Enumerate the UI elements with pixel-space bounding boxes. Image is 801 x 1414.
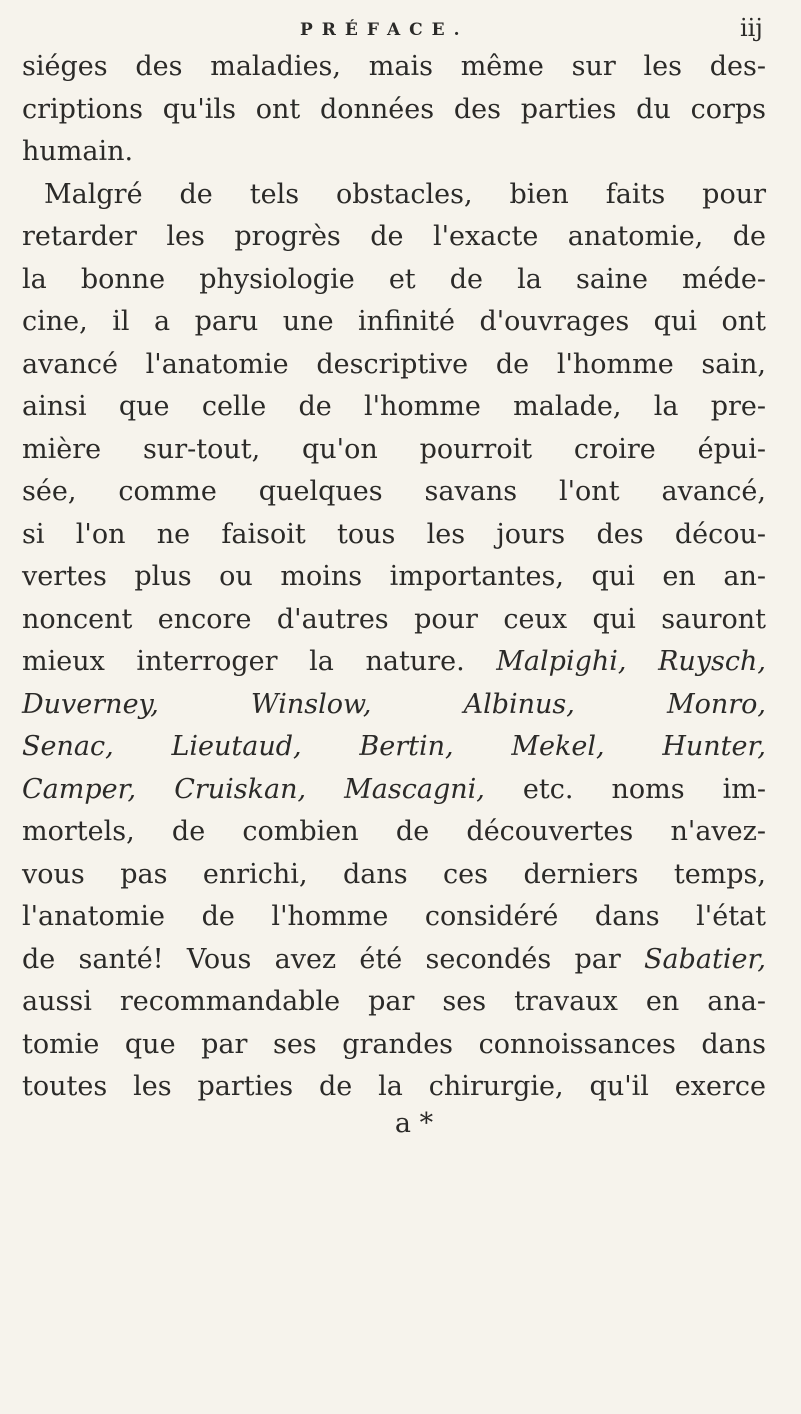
text-line xyxy=(22,981,766,1024)
line-text: Malgré de tels obstacles, bien faits pour xyxy=(44,178,766,210)
signature-mark: a * xyxy=(394,1107,434,1139)
line-text: tomie que par ses grandes connoissances dans xyxy=(22,1028,766,1060)
line-text: aussi recommandable par ses travaux en ana- xyxy=(22,986,766,1017)
body-text xyxy=(22,46,766,1151)
text-line xyxy=(22,174,766,217)
line-text: noncent encore d'autres pour ceux qui sauront xyxy=(22,603,766,635)
line-text: mière sur-tout, qu'on pourroit croire épui- xyxy=(22,433,766,465)
line-text: mieux interroger la nature. xyxy=(22,646,497,677)
line-text: cine, il a paru une infinité d'ouvrages qui ont xyxy=(22,306,766,337)
text-line xyxy=(22,1066,766,1109)
line-text: la bonne physiologie et de la saine méde- xyxy=(22,263,766,295)
text-line xyxy=(22,429,766,472)
text-line xyxy=(22,896,766,939)
line-text: sée, comme quelques savans l'ont avancé, xyxy=(22,476,766,507)
line-text: mortels, de combien de découvertes n'avez- xyxy=(22,816,766,847)
text-line xyxy=(22,939,766,982)
italic-names: Camper, Cruiskan, Mascagni, xyxy=(22,773,485,805)
text-line xyxy=(22,726,766,769)
text-line xyxy=(22,386,766,429)
text-line xyxy=(22,259,766,302)
line-text: si l'on ne faisoit tous les jours des décou- xyxy=(22,518,766,550)
text-line xyxy=(22,89,766,132)
text-line xyxy=(22,811,766,854)
text-line xyxy=(22,684,766,727)
text-line xyxy=(22,471,766,514)
italic-names: Senac, Lieutaud, Bertin, Mekel, Hunter, xyxy=(22,731,766,762)
italic-names: Sabatier, xyxy=(644,943,766,975)
line-text: criptions qu'ils ont données des parties du corps xyxy=(22,93,766,125)
text-line xyxy=(22,641,766,684)
text-line xyxy=(22,556,766,599)
line-text: toutes les parties de la chirurgie, qu'il exerce xyxy=(22,1071,766,1102)
line-text: vertes plus ou moins importantes, qui en an- xyxy=(22,561,766,592)
running-title: PRÉFACE. xyxy=(300,20,469,40)
line-text: humain. xyxy=(22,136,134,167)
line-text: ainsi que celle de l'homme malade, la pre- xyxy=(22,391,766,422)
text-line xyxy=(22,216,766,259)
text-line xyxy=(22,301,766,344)
page-number: iij xyxy=(740,14,763,42)
text-line xyxy=(22,344,766,387)
text-line xyxy=(22,46,766,89)
text-line xyxy=(22,131,766,174)
text-line xyxy=(22,769,766,812)
italic-names: Malpighi, Ruysch, xyxy=(496,646,766,677)
line-text: l'anatomie de l'homme considéré dans l'état xyxy=(22,901,766,932)
line-text: de santé! Vous avez été secondés par xyxy=(22,943,645,975)
line-text: siéges des maladies, mais même sur les des- xyxy=(22,51,766,82)
text-line xyxy=(22,514,766,557)
text-line xyxy=(22,1024,766,1067)
italic-names: Duverney, Winslow, Albinus, Monro, xyxy=(22,688,766,720)
line-text: etc. noms im- xyxy=(484,773,766,805)
line-text: avancé l'anatomie descriptive de l'homme sain, xyxy=(22,348,766,380)
text-line xyxy=(22,854,766,897)
line-text: vous pas enrichi, dans ces derniers temps, xyxy=(22,858,766,890)
running-header xyxy=(0,14,801,50)
text-line xyxy=(22,599,766,642)
line-text: retarder les progrès de l'exacte anatomie, de xyxy=(22,221,766,252)
